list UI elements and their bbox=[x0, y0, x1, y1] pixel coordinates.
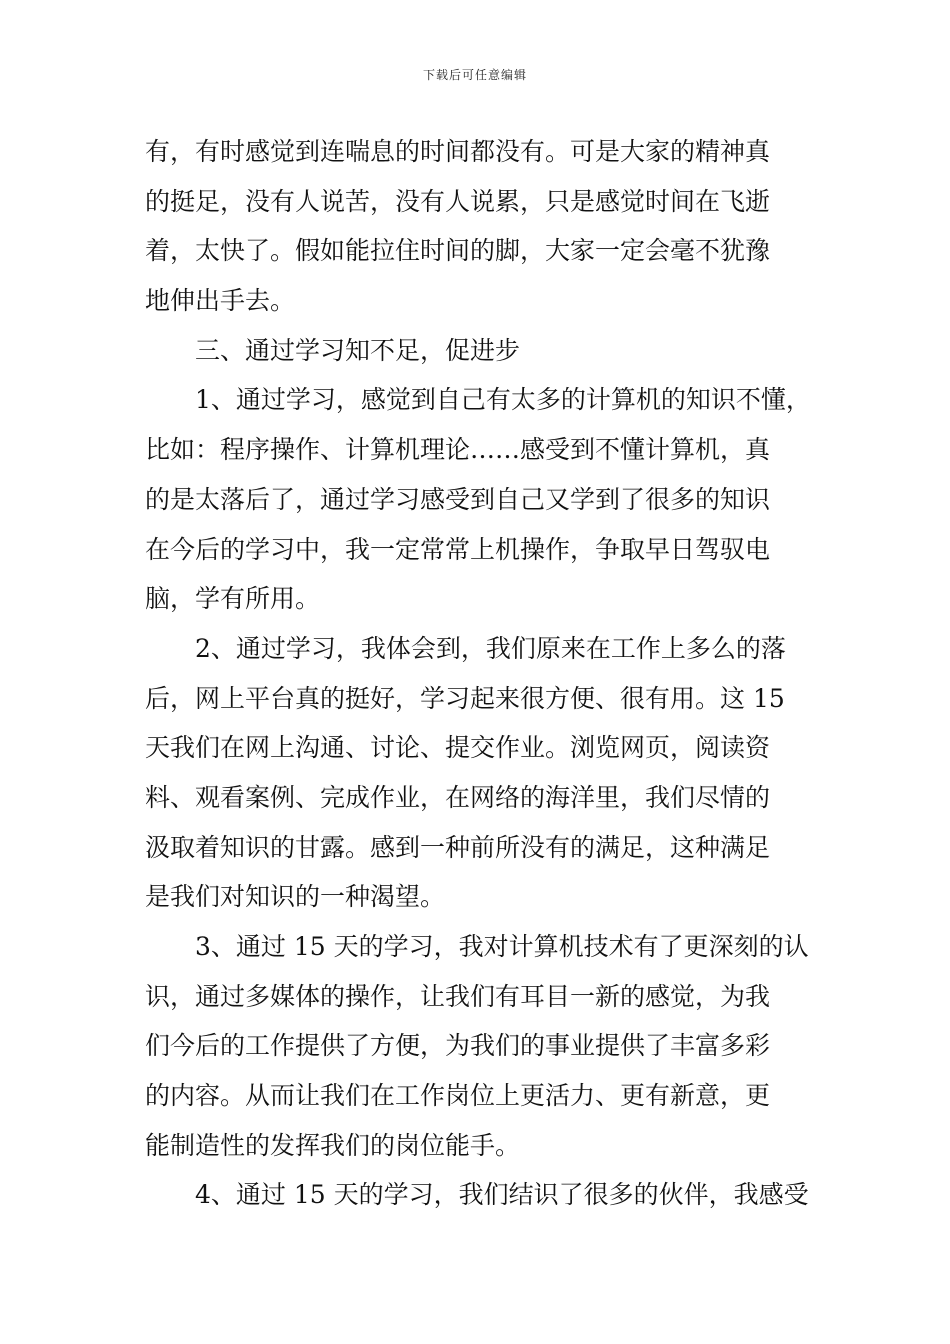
text-line: 三、通过学习知不足，促进步 bbox=[195, 335, 521, 365]
text-line: 能制造性的发挥我们的岗位能手。 bbox=[145, 1130, 521, 1160]
text-line: 1、通过学习，感觉到自己有太多的计算机的知识不懂， bbox=[195, 385, 811, 415]
text-line: 3、通过 15 天的学习，我对计算机技术有了更深刻的认 bbox=[195, 932, 809, 961]
page-header-note: 下载后可任意编辑 bbox=[422, 68, 527, 82]
text-line: 的内容。从而让我们在工作岗位上更活力、更有新意，更 bbox=[145, 1081, 771, 1111]
document-body bbox=[145, 127, 820, 1220]
text-line: 识，通过多媒体的操作，让我们有耳目一新的感觉，为我 bbox=[145, 981, 771, 1011]
text-line: 天我们在网上沟通、讨论、提交作业。浏览网页，阅读资 bbox=[145, 733, 771, 763]
text-line: 有，有时感觉到连喘息的时间都没有。可是大家的精神真 bbox=[145, 137, 771, 166]
text-line: 的是太落后了，通过学习感受到自己又学到了很多的知识 bbox=[145, 484, 771, 514]
text-line: 后，网上平台真的挺好，学习起来很方便、很有用。这 15 bbox=[145, 683, 785, 713]
text-line: 4、通过 15 天的学习，我们结识了很多的伙伴，我感受 bbox=[195, 1180, 809, 1210]
text-line: 汲取着知识的甘露。感到一种前所没有的满足，这种满足 bbox=[145, 832, 771, 862]
text-line: 是我们对知识的一种渴望。 bbox=[145, 882, 446, 912]
text-line: 2、通过学习，我体会到，我们原来在工作上多么的落 bbox=[195, 633, 786, 663]
text-line: 在今后的学习中，我一定常常上机操作，争取早日驾驭电 bbox=[145, 534, 771, 564]
text-line: 地伸出手去。 bbox=[145, 286, 296, 316]
text-line: 比如：程序操作、计算机理论……感受到不懂计算机，真 bbox=[145, 435, 771, 465]
text-line: 的挺足，没有人说苦，没有人说累，只是感觉时间在飞逝 bbox=[145, 186, 771, 216]
text-line: 料、观看案例、完成作业，在网络的海洋里，我们尽情的 bbox=[145, 782, 771, 812]
text-line: 着，太快了。假如能拉住时间的脚，大家一定会毫不犹豫 bbox=[145, 236, 771, 266]
text-line: 脑，学有所用。 bbox=[145, 584, 321, 614]
text-line: 们今后的工作提供了方便，为我们的事业提供了丰富多彩 bbox=[145, 1031, 771, 1061]
